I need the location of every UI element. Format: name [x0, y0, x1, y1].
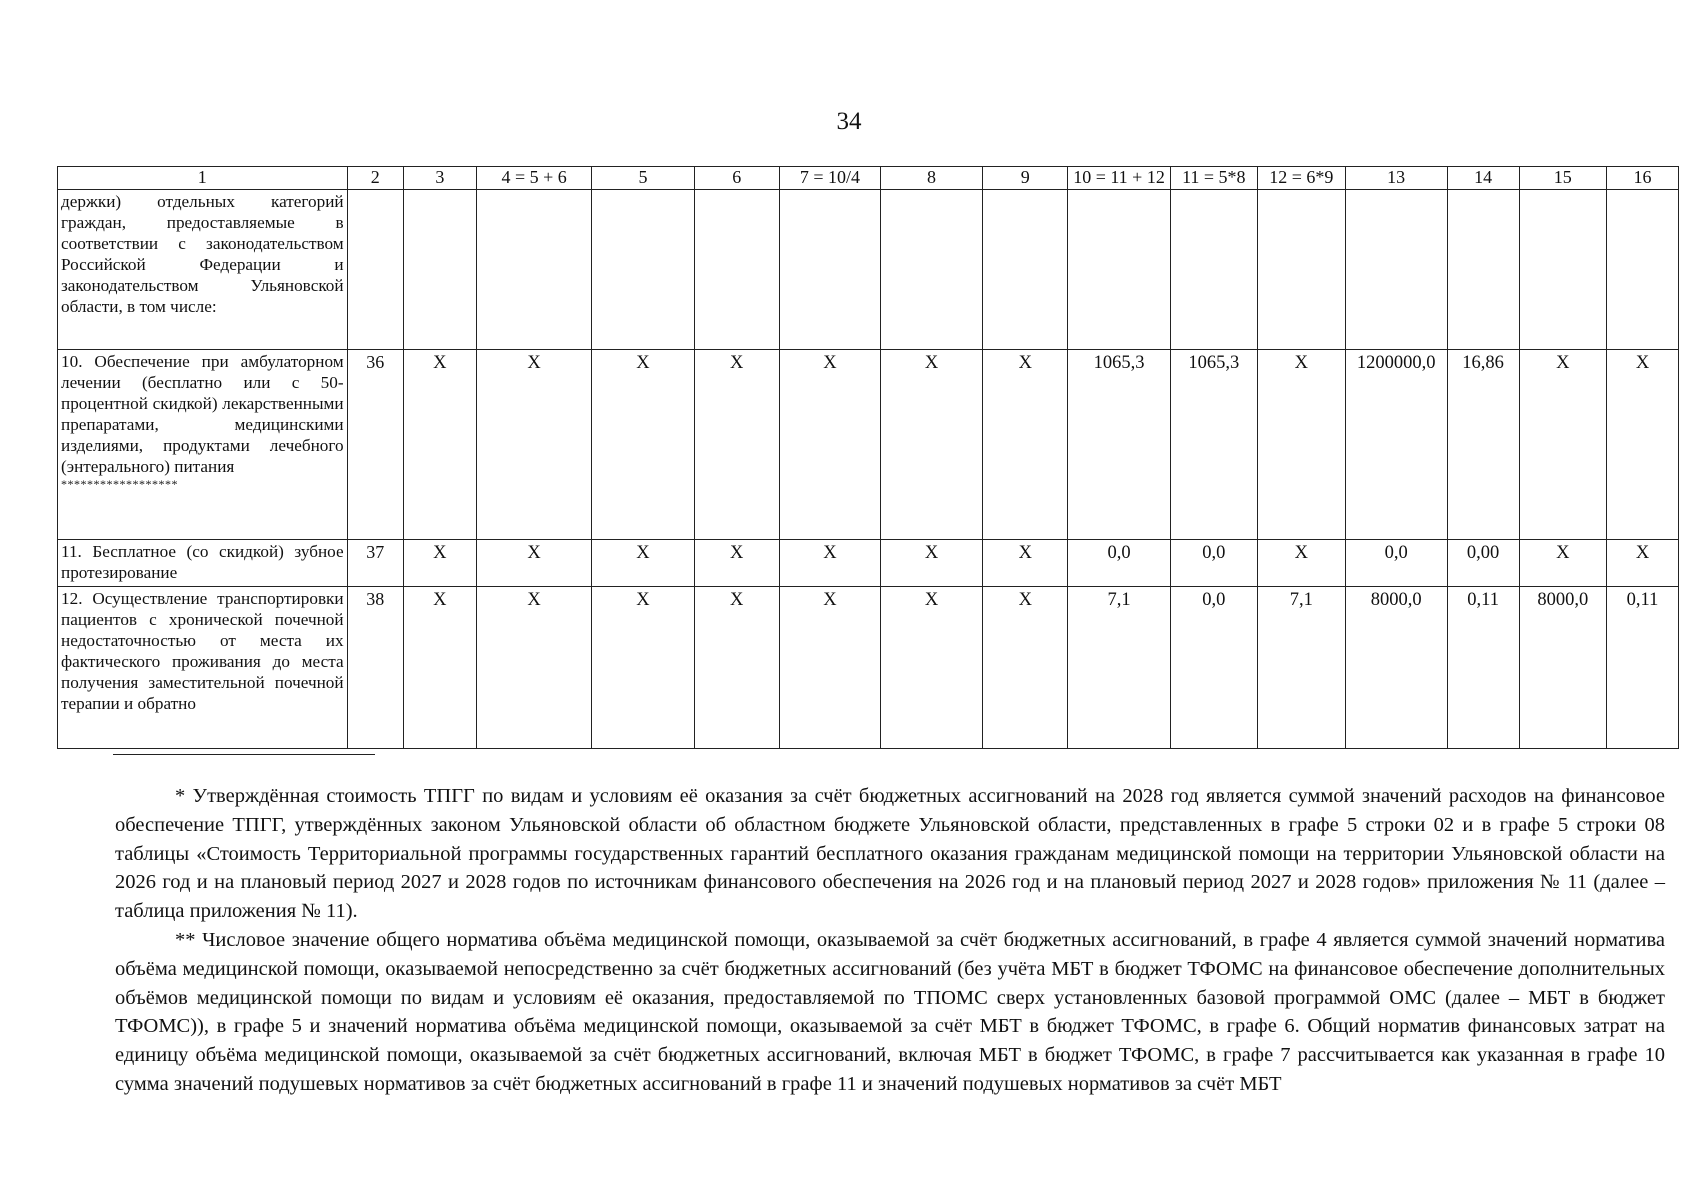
table-row — [58, 349, 1679, 539]
table-cell: X — [1519, 349, 1607, 539]
table-cell: 0,00 — [1447, 539, 1519, 586]
table-cell: X — [592, 349, 694, 539]
table-cell: X — [880, 349, 982, 539]
table-cell: 8000,0 — [1345, 586, 1447, 748]
table-cell: X — [983, 586, 1068, 748]
table-cell: X — [403, 586, 476, 748]
column-number: 8 — [880, 167, 982, 190]
table-cell: X — [1607, 539, 1679, 586]
column-number: 12 = 6*9 — [1258, 167, 1346, 190]
table-row — [58, 189, 1679, 349]
table-cell: 1065,3 — [1068, 349, 1170, 539]
table-cell: 7,1 — [1258, 586, 1346, 748]
table-row — [58, 586, 1679, 748]
table-cell: X — [983, 349, 1068, 539]
table-cell: X — [592, 539, 694, 586]
footnote-separator — [113, 754, 375, 755]
column-number: 9 — [983, 167, 1068, 190]
cost-table — [57, 166, 1679, 749]
table-cell: X — [1258, 349, 1346, 539]
column-number: 4 = 5 + 6 — [476, 167, 592, 190]
row-name-continuation: держки) отдельных категорий граждан, предоставляемые в соответствии с законодательством Российской Федерации и законодательством Ульяновской области, в том числе: — [58, 189, 348, 349]
table-cell: 0,0 — [1068, 539, 1170, 586]
row-name: 10. Обеспечение при амбулаторном лечении (бесплатно или с 50-процентной скидкой) лекарственными препаратами, медицинскими изделиями, продуктами лечебного (энтерального) питания ****************** — [58, 349, 348, 539]
footnote-1: * Утверждённая стоимость ТПГГ по видам и условиям её оказания за счёт бюджетных ассигнований на 2028 год является суммой значений расходов на финансовое обеспечение ТПГГ, утверждённых законом Ульяновской области об областном бюджете Ульяновской области, представленных в графе 5 строки 02 и в графе 5 строки 08 таблицы «Стоимость Территориальной программы государственных гарантий бесплатного оказания гражданам медицинской помощи на территории Ульяновской области на 2026 год и на плановый период 2027 и 2028 годов по источникам финансового обеспечения на 2026 год и на плановый период 2027 и 2028 годов» приложения № 11 (далее – таблица приложения № 11). — [115, 785, 1665, 923]
table-cell: X — [694, 539, 779, 586]
column-number: 15 — [1519, 167, 1607, 190]
table-cell: 1200000,0 — [1345, 349, 1447, 539]
table-cell: 0,0 — [1170, 539, 1258, 586]
table-cell: 0,0 — [1170, 586, 1258, 748]
table-cell: 0,0 — [1345, 539, 1447, 586]
table-cell: X — [779, 349, 880, 539]
row-code: 36 — [347, 349, 403, 539]
table-cell: 1065,3 — [1170, 349, 1258, 539]
table-cell: X — [1519, 539, 1607, 586]
page-number: 34 — [836, 108, 862, 135]
table-cell: X — [403, 539, 476, 586]
table-row — [58, 539, 1679, 586]
table-cell: X — [880, 586, 982, 748]
row-code: 37 — [347, 539, 403, 586]
table-cell: 7,1 — [1068, 586, 1170, 748]
table-cell: X — [880, 539, 982, 586]
column-number: 1 — [58, 167, 348, 190]
row-name: 11. Бесплатное (со скидкой) зубное протезирование — [58, 539, 348, 586]
table-cell: X — [694, 349, 779, 539]
column-number: 3 — [403, 167, 476, 190]
column-number: 5 — [592, 167, 694, 190]
column-number: 10 = 11 + 12 — [1068, 167, 1170, 190]
footnotes — [115, 782, 1665, 1099]
column-number: 11 = 5*8 — [1170, 167, 1258, 190]
column-numbers-row — [58, 167, 1679, 190]
column-number: 6 — [694, 167, 779, 190]
table-cell: X — [983, 539, 1068, 586]
column-number: 16 — [1607, 167, 1679, 190]
row-code: 38 — [347, 586, 403, 748]
table-cell: X — [1258, 539, 1346, 586]
table-cell: X — [403, 349, 476, 539]
table-cell: 0,11 — [1607, 586, 1679, 748]
table-cell: X — [476, 349, 592, 539]
column-number: 13 — [1345, 167, 1447, 190]
table-cell: 0,11 — [1447, 586, 1519, 748]
table-cell: X — [476, 539, 592, 586]
footnote-2: ** Числовое значение общего норматива объёма медицинской помощи, оказываемой за счёт бюджетных ассигнований, в графе 4 является суммой значений норматива объёма медицинской помощи, оказываемой непосредственно за счёт бюджетных ассигнований (без учёта МБТ в бюджет ТФОМС на финансовое обеспечение дополнительных объёмов медицинской помощи по видам и условиям её оказания, предоставляемой по ТПОМС сверх установленных базовой программой ОМС (далее – МБТ в бюджет ТФОМС)), в графе 5 и значений норматива объёма медицинской помощи, оказываемой за счёт МБТ в бюджет ТФОМС, в графе 6. Общий норматив финансовых затрат на единицу объёма медицинской помощи, оказываемой за счёт бюджетных ассигнований, включая МБТ в бюджет ТФОМС, в графе 7 рассчитывается как указанная в графе 10 сумма значений подушевых нормативов за счёт бюджетных ассигнований в графе 11 и значений подушевых нормативов за счёт МБТ — [115, 928, 1665, 1095]
table-cell: X — [694, 586, 779, 748]
table-cell: X — [1607, 349, 1679, 539]
row-name: 12. Осуществление транспортировки пациентов с хронической почечной недостаточностью от места их фактического проживания до места получения заместительной почечной терапии и обратно — [58, 586, 348, 748]
table-cell: 8000,0 — [1519, 586, 1607, 748]
column-number: 2 — [347, 167, 403, 190]
table-cell: 16,86 — [1447, 349, 1519, 539]
table-cell: X — [779, 539, 880, 586]
footnote-stars: ****************** — [61, 476, 178, 491]
table-cell: X — [476, 586, 592, 748]
table-cell: X — [592, 586, 694, 748]
column-number: 7 = 10/4 — [779, 167, 880, 190]
table-cell: X — [779, 586, 880, 748]
column-number: 14 — [1447, 167, 1519, 190]
